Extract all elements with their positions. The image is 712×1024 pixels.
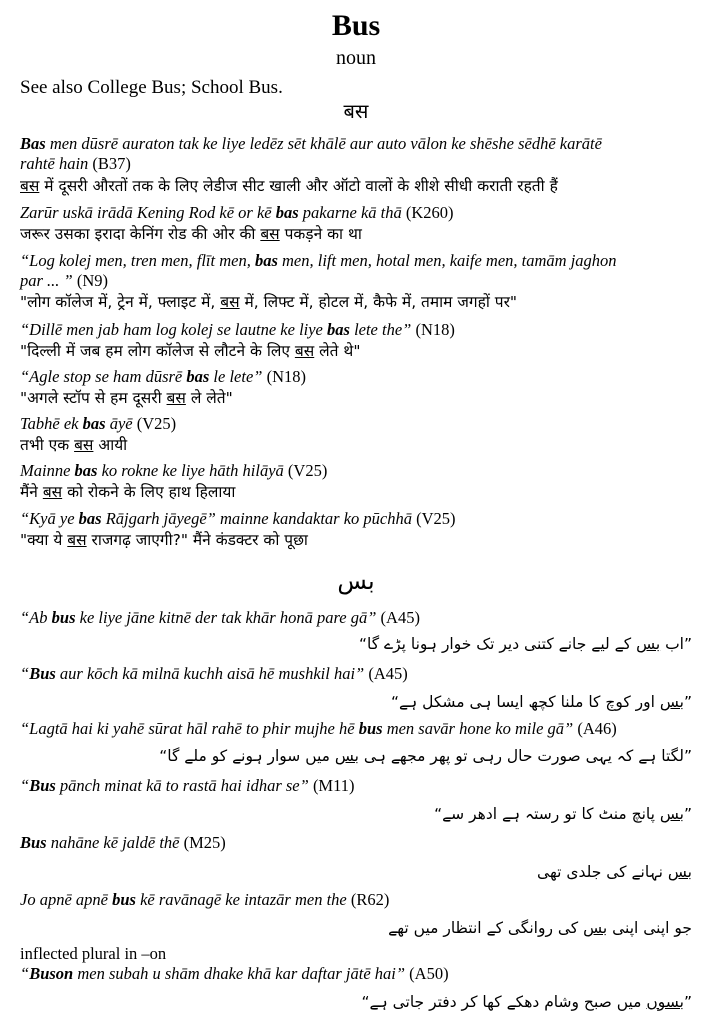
headword-occurrence: Bus xyxy=(20,833,47,852)
headword-occurrence: Bus xyxy=(29,664,56,683)
transliteration-text: par ... ” xyxy=(20,271,73,290)
headword-occurrence: bas xyxy=(78,509,102,528)
transliteration-line xyxy=(20,608,692,628)
headword-underlined: بس xyxy=(583,919,608,937)
headword-occurrence: bus xyxy=(358,719,383,738)
part-of-speech: noun xyxy=(336,47,376,69)
transliteration-line xyxy=(20,776,692,796)
transliteration-line xyxy=(20,509,692,529)
headword-occurrence: bas xyxy=(254,251,278,270)
hindi-line: तभी एक बस आयी xyxy=(20,436,128,454)
headword-underlined: बस xyxy=(294,342,315,360)
transliteration-line-continued xyxy=(20,271,692,291)
transliteration-line xyxy=(20,203,692,223)
transliteration-line xyxy=(20,461,692,481)
transliteration-text: “Dillē men jab ham log kolej se lautne ke liye bas lete the” xyxy=(20,320,412,339)
hindi-line: मैंने बस को रोकने के लिए हाथ हिलाया xyxy=(20,483,236,501)
hindi-line: बस में दूसरी औरतों तक के लिए लेडीज सीट खाली और ऑटो वालों के शीशे सीधी कराती रहती हैं xyxy=(20,177,558,195)
transliteration-line xyxy=(20,664,692,684)
headword-underlined: بس xyxy=(667,863,692,881)
headword-occurrence: bas xyxy=(275,203,299,222)
headword-occurrence: bas xyxy=(186,367,210,386)
transliteration-text: “Kyā ye bas Rājgarh jāyegē” mainne kandaktar ko pūchhā xyxy=(20,509,412,528)
source-reference: (N18) xyxy=(262,367,306,386)
urdu-line: ”اب بس کے لیے جانے کتنی دیر تک خوار ہونا پڑے گا“ xyxy=(358,635,692,653)
headword-underlined: بس xyxy=(334,747,359,765)
transliteration-line xyxy=(20,964,692,984)
headword-underlined: बस xyxy=(220,293,240,311)
source-reference: (V25) xyxy=(132,414,177,433)
urdu-section-heading: بس xyxy=(337,567,375,595)
headword-underlined: بس xyxy=(659,805,684,823)
transliteration-text: Jo apnē apnē bus kē ravānagē ke intazār men the xyxy=(20,890,347,909)
transliteration-line xyxy=(20,320,692,340)
transliteration-text: Bus nahāne kē jaldē thē xyxy=(20,833,180,852)
headword-occurrence: bas xyxy=(82,414,106,433)
transliteration-line xyxy=(20,367,692,387)
headword-occurrence: Buson xyxy=(29,964,74,983)
transliteration-text: rahtē hain xyxy=(20,154,89,173)
transliteration-line xyxy=(20,134,692,154)
transliteration-text: “Agle stop se ham dūsrē bas le lete” xyxy=(20,367,263,386)
headword-underlined: बस xyxy=(166,389,186,407)
transliteration-text: Bas men dūsrē auraton tak ke liye ledēz sēt khālē aur auto vālon ke shēshe sēdhē karātē xyxy=(20,134,602,153)
headword-underlined: بس xyxy=(636,635,661,653)
headword-underlined: बस xyxy=(74,436,94,454)
transliteration-text: “Buson men subah u shām dhake khā kar daftar jātē hai” xyxy=(20,964,406,983)
headword: Bus xyxy=(331,9,381,42)
headword-occurrence: bas xyxy=(327,320,350,339)
transliteration-line-continued xyxy=(20,154,692,174)
headword-occurrence: bus xyxy=(51,608,76,627)
urdu-line: ”بسوں میں صبح وشام دھکے کھا کر دفتر جاتی ہے“ xyxy=(361,993,692,1011)
headword-underlined: بس xyxy=(659,693,684,711)
headword-occurrence: Bus xyxy=(29,776,56,795)
headword-underlined: बस xyxy=(67,531,87,549)
transliteration-text: “Bus pānch minat kā to rastā hai idhar se” xyxy=(20,776,309,795)
transliteration-line xyxy=(20,251,692,271)
transliteration-text: “Ab bus ke liye jāne kitnē der tak khār honā pare gā” xyxy=(20,608,377,627)
urdu-line: جو اپنی اپنی بس کی روانگی کے انتظار میں تھے xyxy=(388,919,692,937)
source-reference: (A46) xyxy=(573,719,617,738)
urdu-line: بس نہانے کی جلدی تھی xyxy=(537,863,692,881)
source-reference: (M25) xyxy=(179,833,226,852)
transliteration-line xyxy=(20,719,692,739)
transliteration-line xyxy=(20,414,692,434)
urdu-line: ”بس اور کوچ کا ملنا کچھ ایسا ہی مشکل ہے“ xyxy=(390,693,692,711)
source-reference: (V25) xyxy=(283,461,328,480)
source-reference: (V25) xyxy=(411,509,456,528)
headword-occurrence: Bas xyxy=(20,134,46,153)
transliteration-text: “Bus aur kōch kā milnā kuchh aisā hē mushkil hai” xyxy=(20,664,365,683)
hindi-line: "लोग कॉलेज में, ट्रेन में, फ्लाइट में, बस में, लिफ्ट में, होटल में, कैफे में, तमाम जगहों पर" xyxy=(20,293,518,311)
transliteration-text: Mainne bas ko rokne ke liye hāth hilāyā xyxy=(20,461,284,480)
headword-underlined: بسوں xyxy=(646,993,684,1011)
transliteration-text: “Log kolej men, tren men, flīt men, bas men, lift men, hotal men, kaife men, tamām jaghon xyxy=(20,251,617,270)
headword-underlined: बस xyxy=(20,177,40,195)
source-reference: (K260) xyxy=(401,203,454,222)
source-reference: (M11) xyxy=(308,776,355,795)
urdu-line: ”بس پانچ منٹ کا تو رستہ ہے ادھر سے“ xyxy=(434,805,692,823)
hindi-section-heading: बस xyxy=(343,99,369,123)
source-reference: (A45) xyxy=(376,608,420,627)
source-reference: (R62) xyxy=(346,890,390,909)
headword-occurrence: bus xyxy=(112,890,136,909)
transliteration-line xyxy=(20,833,692,853)
hindi-line: जरूर उसका इरादा केनिंग रोड की ओर की बस पकड़ने का था xyxy=(20,225,362,243)
transliteration-text: Zarūr uskā irādā Kening Rod kē or kē bas pakarne kā thā xyxy=(20,203,402,222)
hindi-line: "क्या ये बस राजगढ़ जाएगी?" मैंने कंडक्टर को पूछा xyxy=(20,531,308,549)
hindi-line: "दिल्ली में जब हम लोग कॉलेज से लौटने के लिए बस लेते थे" xyxy=(20,342,361,360)
transliteration-line xyxy=(20,890,692,910)
headword-underlined: बस xyxy=(260,225,280,243)
source-reference: (N18) xyxy=(411,320,455,339)
see-also-note: See also College Bus; School Bus. xyxy=(20,77,283,98)
urdu-line: ”لگتا ہے کہ یہی صورت حال رہی تو پھر مجھے ہی بس میں سوار ہونے کو ملے گا“ xyxy=(159,747,692,765)
transliteration-text: Tabhē ek bas āyē xyxy=(20,414,133,433)
source-reference: (A50) xyxy=(405,964,449,983)
headword-underlined: बस xyxy=(42,483,63,501)
hindi-line: "अगले स्टॉप से हम दूसरी बस ले लेते" xyxy=(20,389,233,407)
headword-occurrence: bas xyxy=(74,461,98,480)
source-reference: (A45) xyxy=(364,664,408,683)
source-reference: (N9) xyxy=(72,271,109,290)
transliteration-text: “Lagtā hai ki yahē sūrat hāl rahē to phir mujhe hē bus men savār hone ko mile gā” xyxy=(20,719,574,738)
inflected-plural-note: inflected plural in –on xyxy=(20,944,167,963)
source-reference: (B37) xyxy=(88,154,131,173)
